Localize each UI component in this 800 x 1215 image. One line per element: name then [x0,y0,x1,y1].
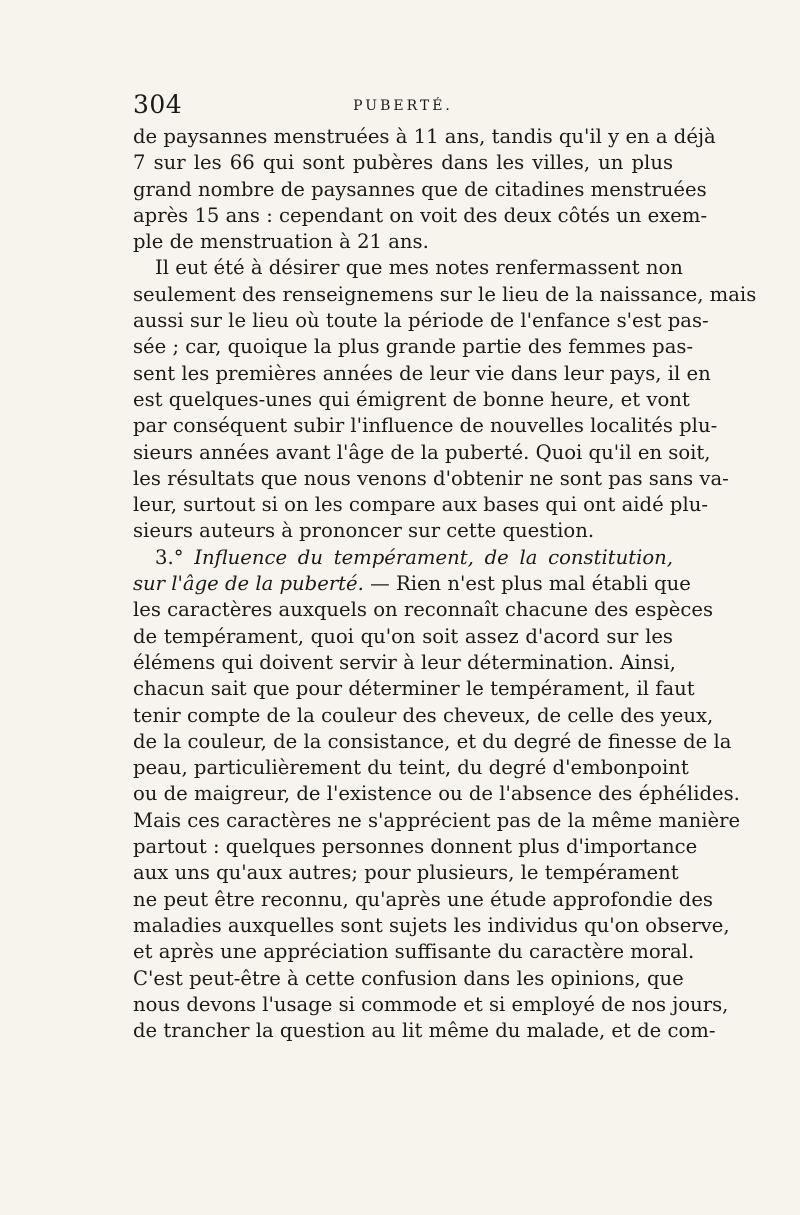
text-line: élémens qui doivent servir à leur détermination. Ainsi, [133,650,676,674]
text-line: aussi sur le lieu où toute la période de l'enfance s'est pas- [133,309,709,333]
text-line: peau, particulièrement du teint, du degré d'embonpoint [133,756,689,780]
text-line [133,571,691,597]
body-text [133,124,757,1044]
text-line: partout : quelques personnes donnent plus d'importance [133,835,698,859]
text-line: grand nombre de paysannes que de citadines menstruées [133,177,707,201]
text-line: et après une appréciation suffisante du caractère moral. [133,940,695,964]
text-line: nous devons l'usage si commode et si employé de nos jours, [133,992,729,1016]
text-line: C'est peut-être à cette confusion dans les opinions, que [133,966,684,990]
text-line: les résultats que nous venons d'obtenir ne sont pas sans va- [133,466,729,490]
text-line: de la couleur, de la consistance, et du degré de finesse de la [133,729,732,753]
text-line: les caractères auxquels on reconnaît chacune des espèces [133,598,714,622]
text-line: par conséquent subir l'influence de nouvelles localités plu- [133,414,718,438]
text-line: maladies auxquelles sont sujets les individus qu'on observe, [133,913,730,937]
running-head: PUBERTÉ. [353,98,453,114]
text-line: après 15 ans : cependant on voit des deux côtés un exem- [133,203,708,227]
text-line: de paysannes menstruées à 11 ans, tandis qu'il y en a déjà [133,125,716,148]
text-line: ne peut être reconnu, qu'après une étude approfondie des [133,887,713,911]
text-line: Mais ces caractères ne s'apprécient pas de la même manière [133,808,741,832]
text-line: 7 sur les 66 qui sont pubères dans les villes, un plus [133,151,673,175]
text-line: aux uns qu'aux autres; pour plusieurs, le tempérament [133,861,679,885]
text-line: sent les premières années de leur vie dans leur pays, il en [133,361,711,385]
text-line: de trancher la question au lit même du malade, et de com- [133,1019,716,1043]
text-line: est quelques-unes qui émigrent de bonne heure, et vont [133,387,690,411]
text-line: Il eut été à désirer que mes notes renfermassent non [155,256,683,280]
text-line: seulement des renseignemens sur le lieu de la naissance, mais [133,282,757,306]
text-line: sée ; car, quoique la plus grande partie des femmes pas- [133,335,694,359]
page-header [133,88,673,122]
line-text: — Rien n'est plus mal établi que [363,572,691,596]
text-line: ou de maigreur, de l'existence ou de l'absence des éphélides. [133,782,740,806]
text-line: sieurs auteurs à prononcer sur cette question. [133,519,595,543]
section-heading: Influence du tempérament, de la constitution, [194,545,673,569]
text-line [133,545,673,571]
section-heading: sur l'âge de la puberté. [133,572,364,596]
section-number: 3.° [155,545,195,569]
text-line: chacun sait que pour déterminer le tempérament, il faut [133,677,695,701]
text-line: sieurs années avant l'âge de la puberté. Quoi qu'il en soit, [133,440,711,464]
text-line: leur, surtout si on les compare aux bases qui ont aidé plu- [133,493,708,517]
page-number: 304 [133,90,183,119]
text-line: de tempérament, quoi qu'on soit assez d'acord sur les [133,624,673,648]
text-line: ple de menstruation à 21 ans. [133,230,429,254]
text-line: tenir compte de la couleur des cheveux, de celle des yeux, [133,703,714,727]
